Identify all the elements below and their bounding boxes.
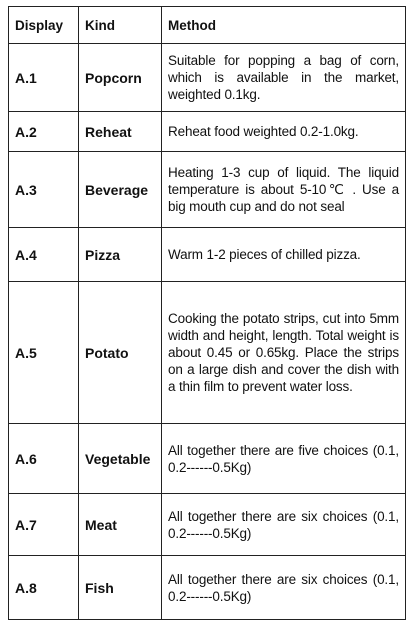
header-display: Display (9, 7, 79, 44)
header-method: Method (162, 7, 406, 44)
method-text: All together there are six choices (0.1, 0.2------0.5Kg) (162, 494, 406, 556)
kind-label: Meat (79, 494, 162, 556)
table-row (9, 282, 406, 424)
display-code: A.1 (9, 44, 79, 112)
method-text: Reheat food weighted 0.2-1.0kg. (162, 112, 406, 152)
table-row (9, 228, 406, 282)
method-text: Warm 1-2 pieces of chilled pizza. (162, 228, 406, 282)
display-code: A.8 (9, 556, 79, 620)
display-code: A.3 (9, 152, 79, 228)
kind-label: Potato (79, 282, 162, 424)
display-code: A.2 (9, 112, 79, 152)
display-code: A.5 (9, 282, 79, 424)
header-row (9, 7, 406, 44)
table-row (9, 44, 406, 112)
header-kind: Kind (79, 7, 162, 44)
method-text: All together there are five choices (0.1, 0.2------0.5Kg) (162, 424, 406, 494)
method-text: All together there are six choices (0.1, 0.2------0.5Kg) (162, 556, 406, 620)
method-text: Suitable for popping a bag of corn, which is available in the market, weighted 0.1kg. (162, 44, 406, 112)
kind-label: Fish (79, 556, 162, 620)
kind-label: Popcorn (79, 44, 162, 112)
method-text: Cooking the potato strips, cut into 5mm width and height, length. Total weight is about 0.45 or 0.65kg. Place the strips on a large dish and cover the dish with a thin film to prevent water loss. (162, 282, 406, 424)
method-text: Heating 1-3 cup of liquid. The liquid temperature is about 5-10℃ . Use a big mouth cup and do not seal (162, 152, 406, 228)
kind-label: Beverage (79, 152, 162, 228)
table-row (9, 494, 406, 556)
display-code: A.4 (9, 228, 79, 282)
cooking-menu-table (8, 6, 406, 620)
table-row (9, 152, 406, 228)
kind-label: Vegetable (79, 424, 162, 494)
table-row (9, 112, 406, 152)
table-row (9, 556, 406, 620)
table-row (9, 424, 406, 494)
kind-label: Pizza (79, 228, 162, 282)
display-code: A.7 (9, 494, 79, 556)
kind-label: Reheat (79, 112, 162, 152)
display-code: A.6 (9, 424, 79, 494)
